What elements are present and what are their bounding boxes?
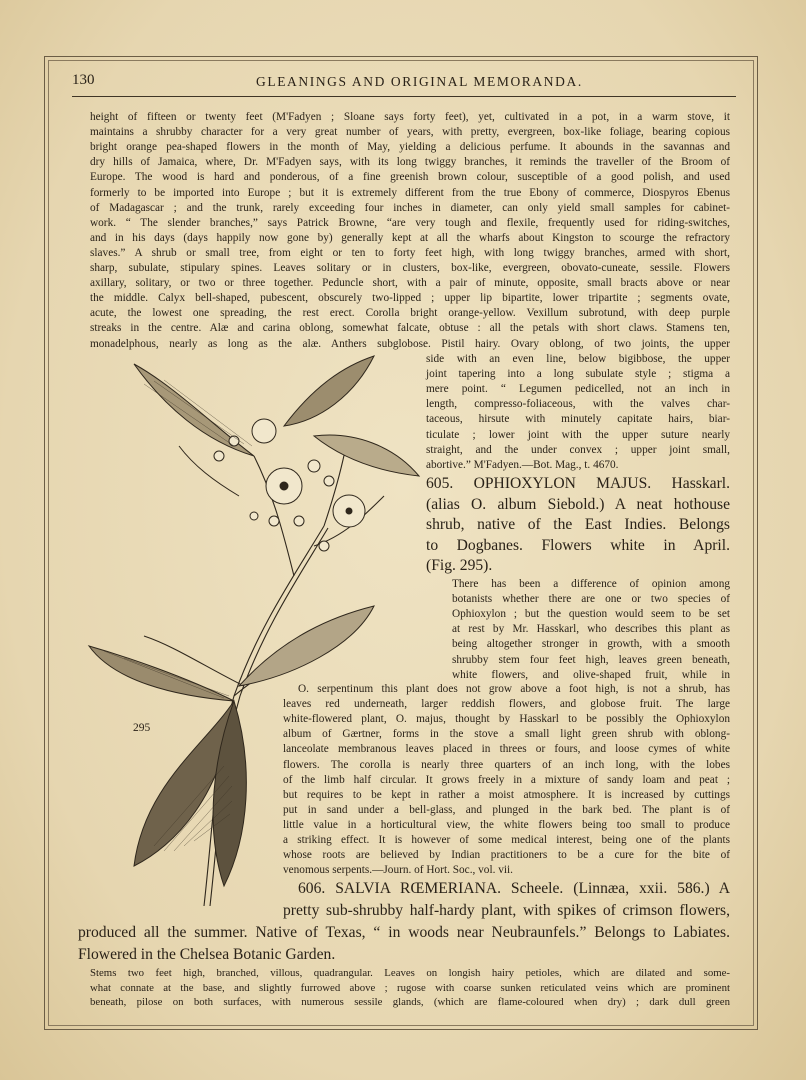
page-header — [72, 72, 736, 94]
entry-heading-606: produced all the summer. Native of Texas, “ in woods near Neubraunfels.” Belongs to Labiates. — [78, 924, 730, 941]
text-line: venomous serpents.—Journ. of Hort. Soc., vol. vii. — [283, 864, 513, 877]
text-line: shrubby stem four feet high, leaves green beneath, — [452, 653, 730, 666]
text-line: but requires to be kept in rather a moist atmosphere. It is increased by cuttings — [283, 788, 730, 801]
text-line: streaks in the centre. Alæ and carina oblong, somewhat falcate, obtuse : all the petals with short claws. Stamens ten, — [90, 322, 730, 335]
entry-heading-605: 605. OPHIOXYLON MAJUS. Hasskarl. — [426, 475, 730, 492]
text-line: slaves.” A shrub or small tree, from eight or ten to forty feet high, with long twiggy branches, armed with short, — [90, 246, 730, 259]
entry-heading-605: (alias O. album Siebold.) A neat hothouse — [426, 495, 730, 513]
figure-number: 295 — [133, 722, 151, 734]
text-line: side with an even line, below bigibbose, the upper — [426, 353, 730, 365]
text-line: white flowers, and olive-shaped fruit, while in — [452, 668, 730, 681]
running-title: GLEANINGS AND ORIGINAL MEMORANDA. — [256, 74, 583, 89]
text-line: height of fifteen or twenty feet (M'Fadyen ; Sloane says forty feet), yet, cultivated in a pot, in a warm stove, it — [90, 111, 730, 123]
entry-heading-605: to Dogbanes. Flowers white in April. — [426, 536, 730, 554]
text-line: formerly to be imported into Europe ; but it is extremely different from the true Ebony of commerce, Diospyros Ebenus — [90, 186, 730, 199]
text-line: put in sand under a bell-glass, and plunged in the bark bed. The plant is of — [283, 803, 730, 816]
text-line: monadelphous, nearly as long as the alæ. Anthers subglobose. Pistil hairy. Ovary oblong, of two joints, the upper — [90, 337, 730, 350]
text-line: beneath, pilose on both surfaces, with numerous sessile glands, (which are flame-coloured when dry) ; dark dull green — [90, 996, 730, 1008]
text-line: whose roots are believed by Indian practitioners to be a cure for the bite of — [283, 849, 730, 862]
text-line: sharp, subulate, stipulary spines. Leaves solitary or in clusters, box-like, evergreen, obovato-cuneate, sessile. Flowers — [90, 262, 730, 274]
entry-heading-606: 606. SALVIA RŒMERIANA. Scheele. (Linnæa, xxii. 586.) A — [298, 880, 730, 897]
text-line: flowers. The corolla is nearly three quarters of an inch long, with the lobes — [283, 758, 730, 771]
text-line: Europe. The wood is hard and ponderous, of a fine greenish brown colour, susceptible of a good polish, and used — [90, 171, 730, 184]
text-line: ticulate ; lower joint with the upper suture nearly — [426, 428, 730, 441]
text-line: botanists whether there are one or two species of — [452, 593, 730, 606]
text-line: a striking effect. It is however of some medical interest, being one of the plants — [283, 834, 730, 846]
text-line: being altogether stronger in growth, with a smooth — [452, 638, 730, 651]
text-line: Stems two feet high, branched, villous, quadrangular. Leaves on longish hairy petioles, which are dilated and some- — [90, 967, 730, 979]
entry-heading-606: pretty sub-shrubby half-hardy plant, with spikes of crimson flowers, — [283, 902, 730, 919]
text-line: album of Gærtner, forms in the stove a small light green shrub with oblong- — [283, 728, 730, 741]
text-line: what connate at the base, and slightly furrowed above ; rugose with coarse sunken reticulated veins which are prominent — [90, 981, 730, 994]
text-line: white-flowered plant, O. majus, thought by Hasskarl to be possibly the Ophioxylon — [283, 713, 730, 726]
text-line: at rest by Mr. Hasskarl, who describes this plant as — [452, 623, 730, 636]
text-line: abortive.” M'Fadyen.—Bot. Mag., t. 4670. — [426, 458, 619, 471]
text-line: and in his days (days happily now gone by) generally kept at all the wharfs about Kingston to scourge the refractory — [90, 231, 730, 244]
page-number: 130 — [72, 72, 95, 88]
text-line: of Madagascar ; and the trunk, rarely exceeding four inches in diameter, can only yield small samples for cabinet- — [90, 201, 730, 214]
text-line: leaves red underneath, larger reddish flowers, and globose fruit. The large — [283, 698, 730, 711]
text-line: taceous, hirsute with minutely capitate hairs, biar- — [426, 413, 730, 426]
text-line: of the limb half circular. It grows freely in a mixture of sandy loam and peat ; — [283, 773, 730, 786]
entry-heading-605: shrub, native of the East Indies. Belongs — [426, 516, 730, 534]
text-line: little value in a horticultural view, the white flowers being too small to produce — [283, 818, 730, 831]
text-line: joint tapering into a long subulate style ; stigma a — [426, 368, 730, 381]
entry-heading-605: (Fig. 295). — [426, 557, 493, 575]
text-line: There has been a difference of opinion among — [452, 578, 730, 590]
text-line: acute, the lowest one spreading, the rest erect. Corolla bright orange-yellow. Vexillum subrotund, with deep purple — [90, 307, 730, 320]
botanical-illustration — [84, 346, 424, 906]
text-line: the middle. Calyx bell-shaped, pubescent, obscurely two-lipped ; upper lip bipartite, lower tripartite ; segments ovate, — [90, 292, 730, 305]
text-line: work. “ The slender branches,” says Patrick Browne, “are very tough and flexile, frequently used for riding-switches, — [90, 216, 730, 229]
text-line: lanceolate membranous leaves placed in threes or fours, and loose cymes of white — [283, 743, 730, 756]
text-line: Ophioxylon ; but the question would seem to be set — [452, 608, 730, 621]
text-line: dry hills of Jamaica, where, Dr. M'Fadyen says, with its long twiggy branches, it reminds the traveller of the Broom of — [90, 156, 730, 169]
text-line: axillary, solitary, or two or three together. Peduncle short, with a pair of minute, opposite, small bracts above or near — [90, 277, 730, 290]
text-line: straight, and the under convex ; upper joint small, — [426, 443, 730, 456]
entry-heading-606: Flowered in the Chelsea Botanic Garden. — [78, 946, 336, 963]
leaf-lower — [89, 606, 374, 886]
header-rule — [72, 96, 736, 97]
text-line: bright orange pea-shaped flowers in the month of May, yielding a delicious perfume. It abounds in the savannas and — [90, 141, 730, 154]
text-line: maintains a shrubby character for a very great number of years, with pretty, evergreen, box-like foliage, bearing copious — [90, 126, 730, 139]
text-line: mere point. “ Legumen pedicelled, not an inch in — [426, 383, 730, 396]
text-line: length, compresso-foliaceous, with the valves char- — [426, 398, 730, 411]
text-line: O. serpentinum this plant does not grow above a foot high, is not a shrub, has — [298, 683, 730, 695]
